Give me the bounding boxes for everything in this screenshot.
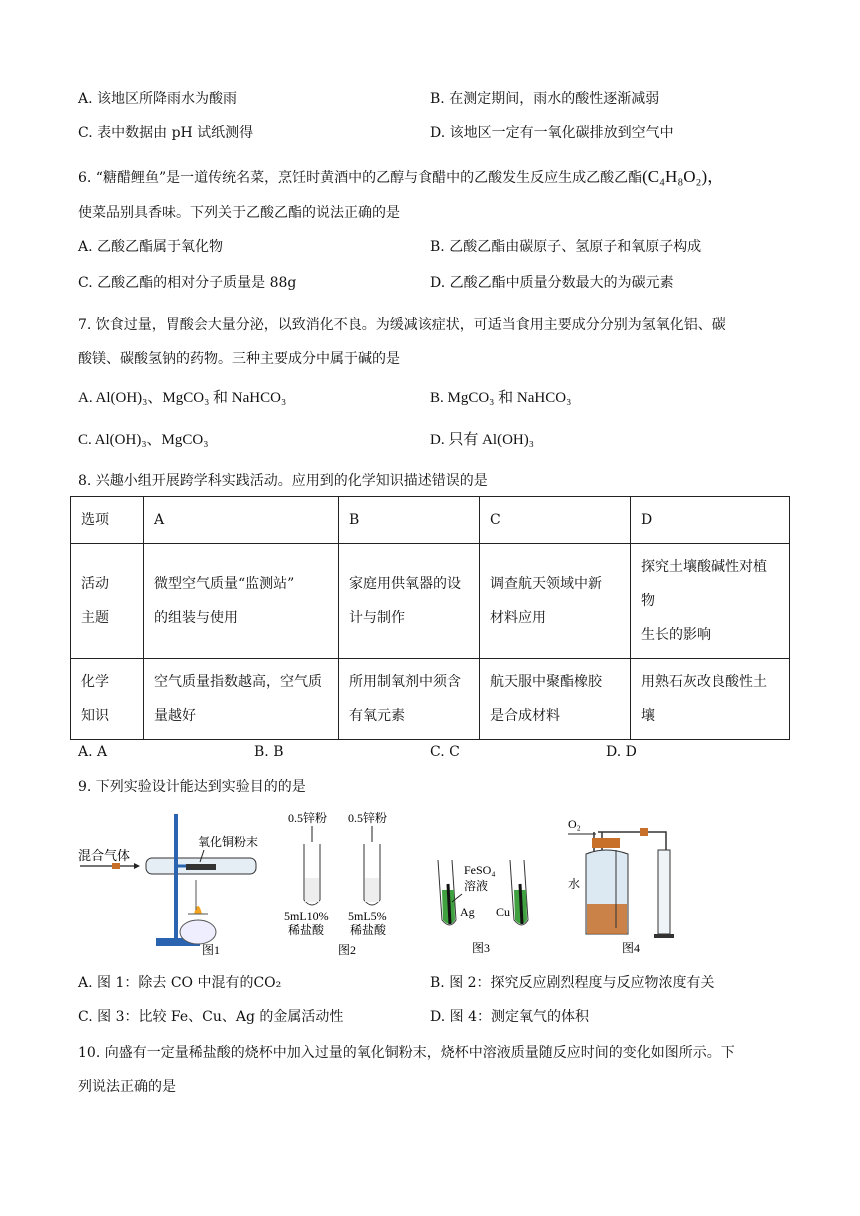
table-cell: 用熟石灰改良酸性土壤 (631, 659, 790, 740)
q9-option-d: D. 图 4：测定氧气的体积 (430, 1009, 589, 1025)
q7-stem-line1: 7. 饮食过量，胃酸会大量分泌，以致消化不良。为缓减该症状，可适当食用主要成分分别为氢氧化铝、碳 (78, 317, 726, 333)
table-cell: A (144, 497, 339, 544)
fig3-right-metal: Cu (496, 905, 511, 919)
q9-stem: 9. 下列实验设计能达到实验目的的是 (78, 779, 306, 795)
figure-2-apparatus (282, 808, 412, 958)
fig3-solution-label-2: 溶液 (464, 879, 489, 893)
q5-option-a: A. 该地区所降雨水为酸雨 (78, 91, 238, 107)
q8-option-b: B. B (254, 744, 284, 760)
table-cell: 空气质量指数越高，空气质 量越好 (144, 659, 339, 740)
q7-option-c: C. Al(OH)₃、MgCO₃ (78, 432, 209, 448)
table-cell: 微型空气质量“监测站” 的组装与使用 (144, 544, 339, 659)
fig3-caption: 图3 (472, 941, 491, 955)
table-cell: 化学 知识 (71, 659, 144, 740)
q6-option-d: D. 乙酸乙酯中质量分数最大的为碳元素 (430, 275, 674, 291)
fig2-bottom-right-2: 稀盐酸 (350, 923, 387, 937)
table-cell: 航天服中聚酯橡胶 是合成材料 (480, 659, 631, 740)
q8-option-a: A. A (78, 744, 108, 760)
fig2-bottom-right: 5mL5% (348, 909, 387, 923)
figure-1-apparatus (76, 810, 276, 960)
fig2-top-left: 0.5锌粉 (288, 811, 328, 825)
q8-option-d: D. D (606, 744, 637, 760)
table-cell: D (631, 497, 790, 544)
fig3-solution-label: FeSO₄ (464, 863, 496, 877)
q6-option-a: A. 乙酸乙酯属于氧化物 (78, 239, 224, 255)
fig4-caption: 图4 (622, 941, 641, 955)
table-cell: B (339, 497, 480, 544)
table-cell: 调查航天领域中新 材料应用 (480, 544, 631, 659)
fig3-left-metal: Ag (460, 905, 475, 919)
q9-option-c: C. 图 3：比较 Fe、Cu、Ag 的金属活动性 (78, 1009, 344, 1025)
q10-stem-line1: 10. 向盛有一定量稀盐酸的烧杯中加入过量的氧化铜粉末，烧杯中溶液质量随反应时间的变化如图所示。下 (78, 1045, 735, 1061)
q6-option-c: C. 乙酸乙酯的相对分子质量是 88g (78, 275, 297, 291)
fig2-top-right: 0.5锌粉 (348, 811, 388, 825)
fig4-water-label: 水 (568, 877, 581, 891)
fig2-bottom-left: 5mL10% (284, 909, 329, 923)
q6-stem-line1: 6. “糖醋鲤鱼”是一道传统名菜，烹饪时黄酒中的乙醇与食醋中的乙酸发生反应生成乙酸乙酯(C₄H₈O₂)， (78, 167, 725, 186)
q5-option-c: C. 表中数据由 pH 试纸测得 (78, 125, 254, 141)
table-cell: 家庭用供氧器的设 计与制作 (339, 544, 480, 659)
q5-option-b: B. 在测定期间，雨水的酸性逐渐减弱 (430, 91, 660, 107)
table-row (71, 497, 790, 544)
q10-stem-line2: 列说法正确的是 (78, 1079, 176, 1095)
q7-stem-line2: 酸镁、碳酸氢钠的药物。三种主要成分中属于碱的是 (78, 351, 400, 367)
q6-stem-line2: 使菜品别具香味。下列关于乙酸乙酯的说法正确的是 (78, 205, 400, 221)
fig1-gas-label: 混合气体 (78, 848, 131, 863)
table-cell: 选项 (71, 497, 144, 544)
figure-4-apparatus (566, 810, 686, 960)
q8-options-table (70, 496, 790, 740)
fig4-gas-label: O₂ (568, 817, 581, 831)
fig2-bottom-left-2: 稀盐酸 (288, 923, 325, 937)
q7-option-a: A. Al(OH)₃、MgCO₃ 和 NaHCO₃ (78, 390, 287, 406)
q8-option-c: C. C (430, 744, 460, 760)
figure-3-apparatus (434, 850, 544, 960)
q6-option-b: B. 乙酸乙酯由碳原子、氢原子和氧原子构成 (430, 239, 702, 255)
q9-option-b: B. 图 2：探究反应剧烈程度与反应物浓度有关 (430, 975, 715, 991)
fig2-caption: 图2 (338, 943, 357, 957)
table-cell: C (480, 497, 631, 544)
q5-option-d: D. 该地区一定有一氧化碳排放到空气中 (430, 125, 674, 141)
q6-formula: (C₄H₈O₂)， (642, 167, 725, 186)
q7-option-d: D. 只有 Al(OH)₃ (430, 432, 534, 448)
q8-stem: 8. 兴趣小组开展跨学科实践活动。应用到的化学知识描述错误的是 (78, 473, 488, 489)
table-cell: 活动 主题 (71, 544, 144, 659)
table-cell: 所用制氧剂中须含 有氧元素 (339, 659, 480, 740)
fig1-powder-label: 氧化铜粉末 (198, 835, 259, 849)
fig1-caption: 图1 (202, 943, 221, 957)
q9-option-a: A. 图 1：除去 CO 中混有的CO₂ (78, 975, 282, 991)
table-row (71, 659, 790, 740)
table-row (71, 544, 790, 659)
table-cell: 探究土壤酸碱性对植物 生长的影响 (631, 544, 790, 659)
q7-option-b: B. MgCO₃ 和 NaHCO₃ (430, 390, 572, 406)
